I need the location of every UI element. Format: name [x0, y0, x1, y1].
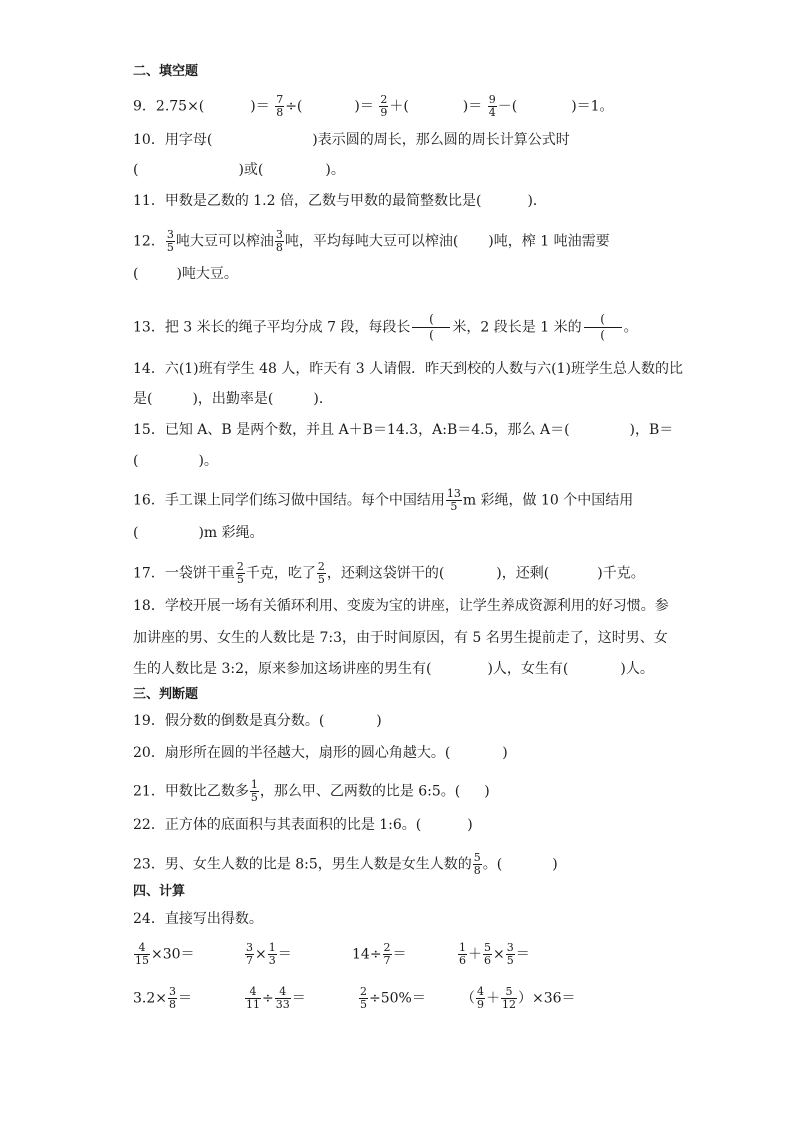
- fraction: $\frac{3}{5}$: [166, 228, 174, 254]
- fraction: $\frac{4}{11}$: [246, 985, 260, 1011]
- q23-text: 23．男、女生人数的比是 8:5，男生人数是女生人数的: [133, 856, 472, 873]
- q9-text: )＝: [250, 98, 270, 115]
- calc-operator: ＋: [486, 990, 500, 1007]
- q17-text: )，还剩(: [496, 565, 550, 582]
- question-10-line2: [133, 161, 345, 179]
- q15-text: (: [133, 453, 139, 469]
- question-22: [133, 816, 473, 834]
- fraction: $\frac{1}{3}$: [268, 941, 276, 967]
- q20-text: 20．扇形所在圆的半径越大，扇形的圆心角越大。(: [133, 745, 451, 761]
- q9-text: ＋(: [389, 98, 409, 115]
- q9-text: 9．2.75×(: [133, 98, 205, 115]
- fraction: $\frac{5}{6}$: [484, 941, 491, 967]
- q18-text: 生的人数比是 3:2，原来参加这场讲座的男生有(: [133, 661, 432, 677]
- fraction: $\frac{9}{4}$: [488, 93, 496, 119]
- q21-text: ，那么甲、乙两数的比是 6:5。(: [259, 783, 461, 800]
- question-18: [133, 597, 669, 615]
- q22-text: 22．正方体的底面积与其表面积的比是 1:6。(: [133, 817, 422, 833]
- question-12-line2: [133, 265, 238, 283]
- q22-text: ): [467, 817, 473, 833]
- q19-text: ): [376, 713, 382, 729]
- calc-text: ＝: [515, 946, 530, 963]
- blank-fraction: ( (: [584, 312, 622, 343]
- q13-text: 米，2 段长是 1 米的: [452, 319, 582, 336]
- question-21: [133, 779, 490, 804]
- calc-item-5: [133, 986, 192, 1011]
- q14-text: 是(: [133, 391, 153, 407]
- q16-text: m 彩绳，做 10 个中国结用: [462, 492, 634, 509]
- fraction: $\frac{3}{7}$: [246, 941, 253, 967]
- calc-text: ×30＝: [151, 946, 195, 963]
- question-16: [133, 488, 633, 513]
- fraction: $\frac{1}{6}$: [459, 941, 466, 967]
- calc-text: ＝: [291, 990, 306, 1007]
- q18-text: 加讲座的男、女生的人数比是 7:3，由于时间原因，有 5 名男生提前走了，这时男、女: [133, 630, 668, 646]
- fraction: $\frac{5}{12}$: [502, 985, 516, 1011]
- question-15-line2: [133, 452, 218, 470]
- q14-text: 14．六(1)班有学生 48 人，昨天有 3 人请假．昨天到校的人数与六(1)班学生总人数的比: [133, 361, 683, 377]
- section-judge-heading: 三、判断题: [133, 687, 199, 702]
- q18-text: )人，女生有(: [487, 661, 569, 677]
- question-18-line3: [133, 660, 654, 678]
- calc-item-3: [352, 942, 407, 967]
- q10-text: (: [133, 162, 139, 178]
- fraction: $\frac{3}{5}$: [506, 941, 514, 967]
- q13-text: 13．把 3 米长的绳子平均分成 7 段，每段长: [133, 319, 411, 336]
- calc-item-1: [133, 942, 195, 967]
- calc-text: （: [461, 990, 475, 1007]
- blank-fraction: ( (: [412, 312, 450, 343]
- section-fill-heading: 二、填空题: [133, 64, 199, 79]
- fraction: $\frac{4}{15}$: [135, 941, 149, 967]
- q9-text: －(: [497, 98, 518, 115]
- question-10: [133, 131, 570, 149]
- question-23: [133, 852, 558, 877]
- question-19: [133, 712, 382, 730]
- q11-text: )．: [527, 193, 547, 209]
- calc-operator: ×: [255, 946, 267, 963]
- question-11: [133, 192, 547, 210]
- calc-text: ＝: [277, 946, 292, 963]
- fraction: $\frac{1}{5}$: [250, 778, 258, 804]
- q17-text: ，还剩这袋饼干的(: [326, 565, 445, 582]
- q21-text: 21．甲数比乙数多: [133, 783, 249, 800]
- calc-operator: ÷: [262, 990, 274, 1007]
- q12-text: 12．: [133, 233, 165, 250]
- q9-text: ÷(: [285, 98, 303, 115]
- q10-text: 10．用字母(: [133, 132, 213, 148]
- q9-text: )＝1。: [571, 98, 614, 115]
- calc-text: ＝: [392, 946, 407, 963]
- q12-text: )吨大豆。: [176, 266, 238, 282]
- q10-text: )或(: [238, 162, 264, 178]
- question-18-line2: [133, 629, 668, 647]
- q10-text: )表示圆的周长，那么圆的周长计算公式时: [312, 132, 570, 148]
- q14-text: )，出勤率是(: [192, 391, 274, 407]
- q17-text: 千克，吃了: [245, 565, 316, 582]
- fraction: $\frac{3}{8}$: [275, 228, 283, 254]
- q9-text: )＝: [462, 98, 483, 115]
- q10-text: )。: [325, 162, 345, 178]
- question-9: [133, 94, 614, 119]
- calc-item-8: [461, 986, 576, 1011]
- q17-text: 17．一袋饼干重: [133, 565, 235, 582]
- q24-text: 24．直接写出得数。: [133, 911, 263, 927]
- calc-text: 3.2×: [133, 990, 167, 1007]
- fraction: $\frac{2}{5}$: [236, 560, 244, 586]
- question-15: [133, 421, 673, 439]
- fraction: $\frac{7}{8}$: [276, 93, 284, 119]
- q12-text: 吨大豆可以榨油: [175, 233, 274, 250]
- q12-text: 吨，平均每吨大豆可以榨油(: [284, 233, 459, 250]
- question-17: [133, 561, 645, 586]
- q16-text: (: [133, 525, 139, 541]
- q19-text: 19．假分数的倒数是真分数。(: [133, 713, 325, 729]
- fraction: $\frac{2}{9}$: [380, 93, 388, 119]
- calc-text: ）×36＝: [518, 990, 576, 1007]
- question-12: [133, 229, 610, 254]
- calc-text: 14÷: [352, 946, 382, 963]
- q9-text: )＝: [354, 98, 374, 115]
- question-14: [133, 360, 683, 378]
- q18-text: )人。: [620, 661, 654, 677]
- q23-text: ): [552, 856, 558, 873]
- q11-text: 11．甲数是乙数的 1.2 倍，乙数与甲数的最简整数比是(: [133, 193, 482, 209]
- q14-text: )．: [313, 391, 333, 407]
- fraction: $\frac{13}{5}$: [446, 487, 461, 513]
- calc-item-6: [244, 986, 306, 1011]
- question-14-line2: [133, 390, 333, 408]
- question-16-line2: [133, 524, 264, 542]
- calc-item-7: [358, 986, 426, 1011]
- fraction: $\frac{4}{9}$: [477, 985, 484, 1011]
- q15-text: )，B＝: [629, 422, 674, 438]
- section-calc-heading: 四、计算: [133, 884, 186, 899]
- q16-text: 16．手工课上同学们练习做中国结。每个中国结用: [133, 492, 445, 509]
- q17-text: )千克。: [597, 565, 645, 582]
- calc-text: ＝: [178, 990, 192, 1007]
- calc-item-4: [457, 942, 530, 967]
- q12-text: )吨，榨 1 吨油需要: [488, 233, 610, 250]
- q15-text: )。: [198, 453, 218, 469]
- fraction: $\frac{4}{33}$: [275, 985, 290, 1011]
- fraction: $\frac{2}{5}$: [317, 560, 325, 586]
- question-24: [133, 910, 263, 928]
- calc-operator: ＋: [468, 946, 482, 963]
- fraction: $\frac{2}{7}$: [383, 941, 391, 967]
- fraction: $\frac{3}{8}$: [169, 985, 176, 1011]
- fraction: $\frac{2}{5}$: [360, 985, 367, 1011]
- fraction: $\frac{5}{8}$: [473, 851, 481, 877]
- calc-text: ÷50%＝: [369, 990, 426, 1007]
- q23-text: 。(: [482, 856, 503, 873]
- calc-operator: ×: [493, 946, 505, 963]
- q15-text: 15．已知 A、B 是两个数，并且 A＋B＝14.3，A:B＝4.5，那么 A＝(: [133, 422, 570, 438]
- q12-text: (: [133, 266, 139, 282]
- calc-item-2: [244, 942, 292, 967]
- q18-text: 18．学校开展一场有关循环利用、变废为宝的讲座，让学生养成资源利用的好习惯。参: [133, 598, 669, 614]
- question-20: [133, 744, 508, 762]
- q21-text: ): [484, 783, 490, 800]
- q13-text: 。: [623, 319, 638, 336]
- q16-text: )m 彩绳。: [198, 525, 264, 541]
- question-13: [133, 312, 638, 343]
- q20-text: ): [502, 745, 508, 761]
